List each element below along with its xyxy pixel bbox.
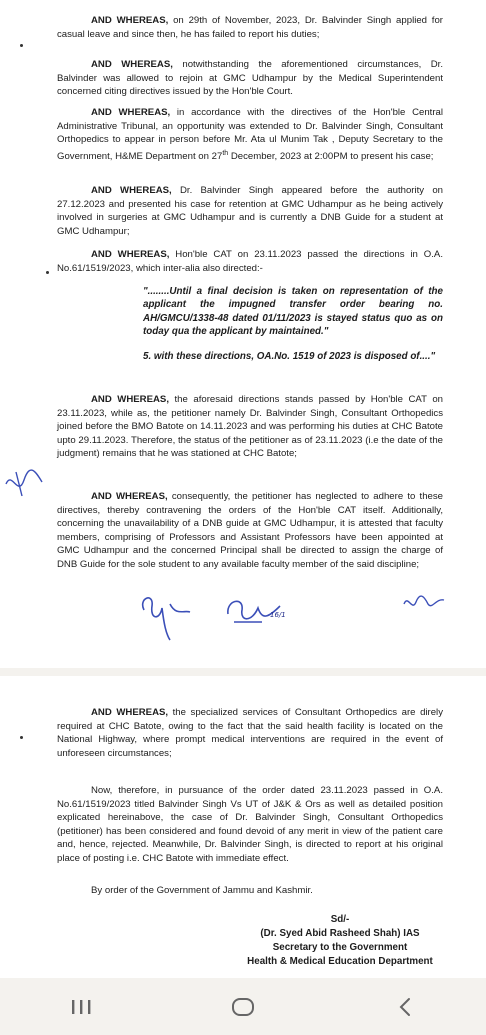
paragraph-lead: AND WHEREAS, bbox=[91, 15, 169, 26]
margin-dot bbox=[20, 736, 23, 739]
navigation-bar bbox=[0, 978, 486, 1035]
paragraph-10: By order of the Government of Jammu and Kashmir. bbox=[91, 885, 313, 896]
margin-dot bbox=[46, 271, 49, 274]
paragraph-text: the aforesaid directions stands passed by Hon'ble CAT on 23.11.2023, while as, the petitioner namely Dr. Balvinder Singh, Consultant Orthopedics joined before the BMO Batote on 14.11.2023 and was performing his duties at CHC Batote upto 29.11.2023. Therefore, the status of the petitioner as of 23.11.2023 (i.e the date of the judgment) remains that he was stationed at CHC Batote; bbox=[57, 394, 443, 460]
paragraph-9: Now, therefore, in pursuance of the order dated 23.11.2023 passed in O.A. No.61/1519/2023 titled Balvinder Singh Vs UT of J&K & Ors as well as detailed position explicated hereinabove, the case of Dr. Balvinder Singh, Consultant Orthopedics (petitioner) has been considered and found devoid of any merit in view of the patient care and, hence, rejected. Meanwhile, Dr. Balvinder Singh, is directed to report at his original place of posting i.e. CHC Batote with immediate effect. bbox=[57, 785, 443, 864]
paragraph-text: notwithstanding the aforementioned circumstances, Dr. Balvinder was allowed to rejoin at GMC Udhampur by the Medical Superintendent concerned citing directives issued by the Hon'ble Court. bbox=[57, 59, 443, 98]
paragraph-4 bbox=[57, 184, 443, 238]
paragraph-lead: AND WHEREAS, bbox=[91, 707, 169, 718]
margin-dot bbox=[20, 44, 23, 47]
paragraph-2 bbox=[57, 58, 443, 99]
signature-mark-icon bbox=[136, 590, 196, 642]
paragraph-text: Hon'ble CAT on 23.11.2023 passed the directions in O.A. No.61/1519/2023, which inter-alia also directed:- bbox=[57, 249, 443, 274]
superscript: th bbox=[222, 149, 229, 157]
paragraph-text: Dr. Balvinder Singh appeared before the authority on 27.12.2023 and presented his case for retention at GMC Udhampur as he being actively involved in surgeries at GMC Udhampur and is currently a DNB Guide for a student at GMC Udhampur; bbox=[57, 185, 443, 237]
home-button[interactable] bbox=[213, 987, 273, 1027]
paragraph-5 bbox=[57, 248, 443, 275]
paragraph-1 bbox=[57, 14, 443, 41]
paragraph-lead: AND WHEREAS, bbox=[91, 249, 170, 260]
recent-apps-icon bbox=[70, 998, 92, 1016]
paragraph-text: in accordance with the directives of the Hon'ble Central Administrative Tribunal, an opportunity was extended to Dr. Balvinder Singh, Consultant Orthopedics to appear in person before Mr. Ata ul Munim Tak , Deputy Secretary to the Government, H&ME Department on 27 bbox=[57, 107, 443, 162]
sd-mark: Sd/- bbox=[330, 914, 350, 925]
document-page-2 bbox=[0, 676, 486, 978]
recent-apps-button[interactable] bbox=[51, 987, 111, 1027]
signatory-department: Health & Medical Education Department bbox=[247, 956, 433, 967]
signature-mark-icon bbox=[2, 462, 46, 502]
paragraph-text: consequently, the petitioner has neglected to adhere to these directives, thereby contravening the orders of the Hon'ble CAT itself. Additionally, concerning the unavailability of a DNB guide at GMC Udhampur, it is attested that faculty members, comprising of Professors and Assistant Professors have been appointed at GMC Udhampur and the concerned Principal shall be directed to assign the charge of DNB Guide for the sole student to any available faculty member of the said discipline; bbox=[57, 491, 443, 570]
paragraph-8 bbox=[57, 706, 443, 760]
signatory-title: Secretary to the Government bbox=[272, 942, 408, 953]
home-icon bbox=[230, 997, 256, 1017]
signatory-name: (Dr. Syed Abid Rasheed Shah) IAS bbox=[260, 928, 420, 939]
quoted-direction-1: "........Until a final decision is taken on representation of the applicant the impugned transfer order bearing no. AH/GMCU/1338-48 dated 01/11/2023 is stayed status quo as on today qua the applicant by maintained." bbox=[143, 286, 443, 338]
initial-date: 16/1 bbox=[270, 611, 286, 619]
paragraph-text: the specialized services of Consultant Orthopedics are direly required at CHC Batote, owing to the fact that the said health facility is located on the National Highway, where prompt medical interventions are required in the event of unforeseen circumstances; bbox=[57, 707, 443, 759]
paragraph-lead: AND WHEREAS, bbox=[91, 107, 171, 118]
back-icon bbox=[398, 997, 412, 1017]
paragraph-lead: AND WHEREAS, bbox=[91, 59, 173, 70]
signature-mark-icon bbox=[400, 590, 448, 616]
paragraph-lead: AND WHEREAS, bbox=[91, 185, 172, 196]
paragraph-lead: AND WHEREAS, bbox=[91, 394, 169, 405]
quoted-direction-2: 5. with these directions, OA.No. 1519 of 2023 is disposed of...." bbox=[143, 351, 436, 362]
paragraph-6 bbox=[57, 393, 443, 461]
paragraph-text: December, 2023 at 2:00PM to present his case; bbox=[228, 150, 434, 162]
paragraph-text: on 29th of November, 2023, Dr. Balvinder Singh applied for casual leave and since then, he has failed to report his duties; bbox=[57, 15, 443, 40]
paragraph-3 bbox=[57, 106, 443, 164]
back-button[interactable] bbox=[375, 987, 435, 1027]
paragraph-lead: AND WHEREAS, bbox=[91, 491, 168, 502]
paragraph-7 bbox=[57, 490, 443, 572]
